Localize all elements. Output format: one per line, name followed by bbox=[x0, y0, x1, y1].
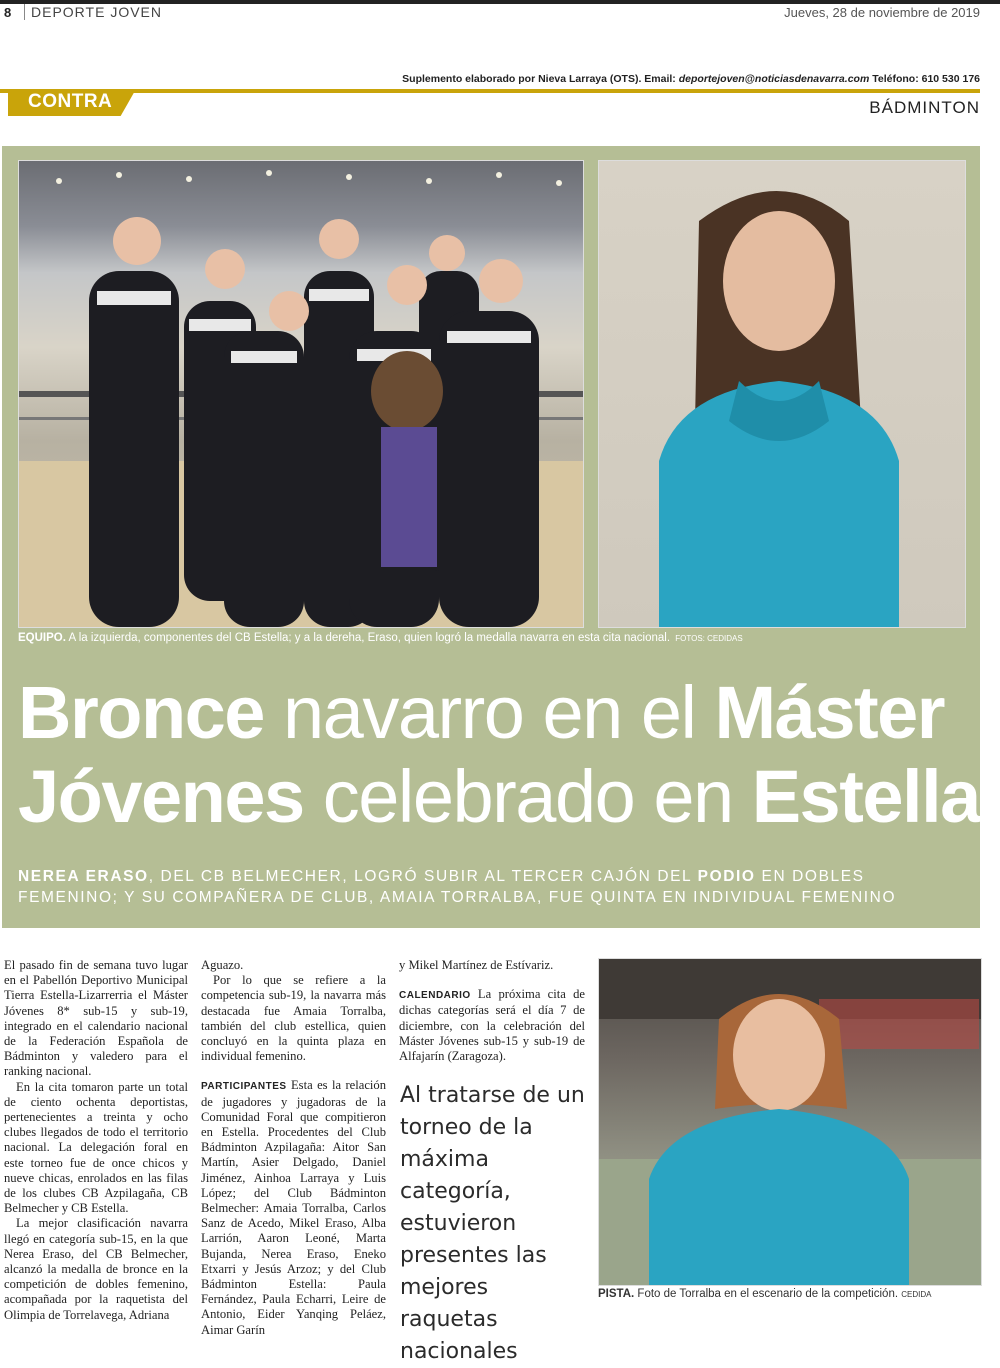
body-paragraph bbox=[399, 987, 585, 1064]
body-paragraph: En la cita tomaron parte un total de ciento ochenta deportistas, pertenecientes a treinta y ocho clubes llegados de todo el territorio nacional. La delegación foral en este torneo fue de once chicos y nueve chicas, enrolados en las filas de los clubes CB Azpilagaña, CB Belmecher y CB Estella. bbox=[4, 1079, 188, 1216]
caption-credit: FOTOS: CEDIDAS bbox=[675, 634, 743, 643]
headline-word: navarro en el bbox=[283, 671, 696, 754]
caption2-credit: CEDIDA bbox=[901, 1290, 932, 1299]
headline-word: Bronce bbox=[18, 671, 264, 754]
subhead-highlight: PODIO bbox=[697, 868, 756, 885]
subhead-text: EN DOBLES FEMENINO; Y SU COMPAÑERA DE CLUB, AMAIA TORRALBA, FUE QUINTA EN INDIVIDUAL FEMENINO bbox=[18, 868, 897, 906]
body-text: Esta es la relación de jugadores y jugadoras de la Comunidad Foral que compitieron en Estella. Procedentes del Club Bádminton Azpilagaña: Aitor San Martín, Asier Delgado, Daniel Jiménez, Ainhoa Larraya y Luis López; del Club Bádminton Belmecher: Amaia Torralba, Carlos Sanz de Acedo, Mikel Eraso, Alba Larrión, Aaron Leoné, Marta Bujanda, Nerea Eraso, Eneko Etxarri y Jesús Arzoz; y del Club Bádminton Estella: Paula Fernández, Paula Echarri, Leire de Antonio, Eider Yanqing Peláez, Aimar Garín bbox=[201, 1078, 386, 1337]
caption2-text: Foto de Torralba en el escenario de la competición. bbox=[637, 1288, 899, 1300]
kicker-participantes: PARTICIPANTES bbox=[201, 1081, 287, 1093]
headline-line-1 bbox=[18, 672, 944, 754]
page-number: 8 bbox=[4, 5, 12, 20]
body-paragraph: El pasado fin de semana tuvo lugar en el Pabellón Deportivo Municipal Tierra Estella-Lizarrerria el Máster Jóvenes 8* sub-15 y sub-19, integrado en el calendario nacional de la Federación Española de Bádminton y valedero para el ranking nacional. bbox=[4, 958, 188, 1079]
kicker-calendario: CALENDARIO bbox=[399, 990, 471, 1002]
eraso-portrait-illustration bbox=[599, 161, 965, 627]
headline-word: Jóvenes bbox=[18, 755, 304, 838]
body-paragraph: y Mikel Martínez de Estívariz. bbox=[399, 958, 554, 972]
credits-email[interactable]: deportejoven@noticiasdenavarra.com bbox=[678, 73, 870, 85]
subhead-text: , DEL CB BELMECHER, LOGRÓ SUBIR AL TERCER CAJÓN DEL bbox=[148, 868, 692, 885]
headline-word: Estella bbox=[751, 755, 980, 838]
photo2-caption bbox=[598, 1288, 931, 1300]
body-text: La próxima cita de dichas categorías será el día 7 de diciembre, con la celebración del Máster Jóvenes sub-15 y sub-19 de Alfajarín (Zaragoza). bbox=[399, 987, 585, 1064]
body-paragraph: La mejor clasificación navarra llegó en categoría sub-15, en la que Nerea Eraso, del CB Belmecher, alcanzó la medalla de bronce en la competición de dobles femenino, acompañada por la raquetista del Olimpia de Torrelavega, Adriana bbox=[4, 1216, 188, 1322]
pull-quote: Al tratarse de un torneo de la máxima categoría, estuvieron presentes las mejores raquetas nacionales bbox=[400, 1083, 585, 1364]
accent-rule bbox=[0, 89, 980, 93]
credits-phone: Teléfono: 610 530 176 bbox=[872, 73, 980, 85]
section-tag: CONTRA bbox=[28, 91, 113, 112]
torralba-court-photo bbox=[598, 958, 982, 1286]
sport-label: BÁDMINTON bbox=[869, 98, 980, 117]
eraso-portrait-photo bbox=[598, 160, 966, 628]
caption2-lead: PISTA. bbox=[598, 1288, 635, 1300]
body-paragraph: Por lo que se refiere a la competencia sub-19, la navarra más destacada fue Amaia Torralba, también del club estellica, quien concluyó en la quinta plaza en individual femenino. bbox=[201, 973, 386, 1064]
supplement-credits bbox=[402, 73, 980, 85]
caption-text: A la izquierda, componentes del CB Estella; y a la dereha, Eraso, quien logró la medalla navarra en esta cita nacional. bbox=[68, 632, 671, 644]
headline-word: celebrado en bbox=[322, 755, 733, 838]
article-column-3 bbox=[399, 958, 585, 1064]
headline-word: Máster bbox=[714, 671, 945, 754]
team-photo-illustration bbox=[19, 161, 583, 627]
section-name: DEPORTE JOVEN bbox=[24, 4, 162, 20]
article-column-2 bbox=[201, 958, 386, 1338]
credits-prefix: Suplemento elaborado por Nieva Larraya (OTS). Email: bbox=[402, 73, 676, 85]
issue-date: Jueves, 28 de noviembre de 2019 bbox=[784, 5, 980, 20]
article-column-1 bbox=[4, 958, 188, 1323]
body-paragraph bbox=[201, 1078, 386, 1337]
headline-line-2 bbox=[18, 756, 980, 838]
torralba-photo-illustration bbox=[599, 959, 981, 1285]
caption-lead: EQUIPO. bbox=[18, 632, 66, 644]
photo-caption bbox=[18, 632, 968, 644]
team-photo bbox=[18, 160, 584, 628]
subhead-name: NEREA ERASO bbox=[18, 868, 149, 885]
body-paragraph: Aguazo. bbox=[201, 958, 244, 972]
subheadline bbox=[18, 866, 963, 908]
